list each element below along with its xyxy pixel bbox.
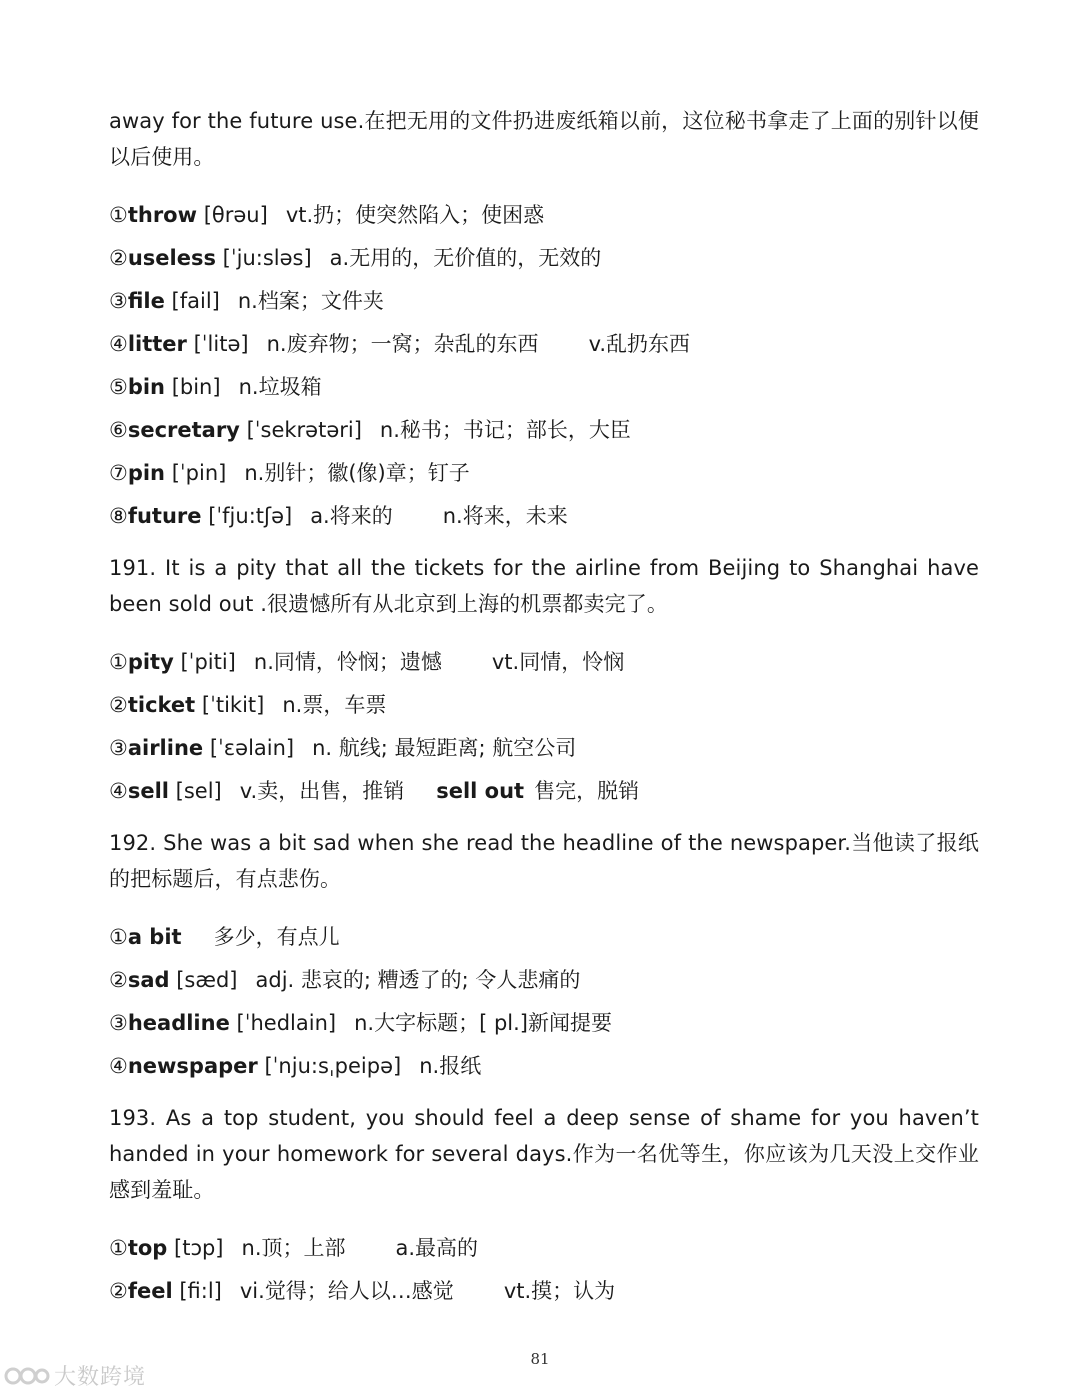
vocab-number: ④ <box>109 779 128 803</box>
vocab-word: feel <box>127 1279 173 1303</box>
vocab-entry <box>109 1045 979 1088</box>
vocab-definition: n. 航线; 最短距离; 航空公司 <box>312 736 577 760</box>
vocab-phonetic: [θrəu] <box>203 203 268 227</box>
vocab-word: airline <box>127 736 204 760</box>
vocab-word: litter <box>127 332 187 356</box>
vocab-word: top <box>127 1236 168 1260</box>
vocab-number: ① <box>109 1236 128 1260</box>
sentence-193: 193. As a top student, you should feel a deep sense of shame for you haven’t handed in your homework for several days.作为一名优等生，你应该为几天没上交作业感到羞耻。 <box>109 1106 979 1202</box>
vocab-word: headline <box>127 1011 230 1035</box>
vocab-word: a bit <box>127 925 182 949</box>
vocab-number: ⑧ <box>109 504 128 528</box>
vocab-group-4 <box>109 1227 979 1313</box>
vocab-word: bin <box>127 375 166 399</box>
vocab-word: sell <box>127 779 169 803</box>
vocab-definition: a.将来的 <box>310 504 393 528</box>
vocab-phonetic: [ˈtikit] <box>201 693 265 717</box>
vocab-definition: adj. 悲哀的; 糟透了的; 令人悲痛的 <box>255 968 581 992</box>
vocab-definition: n.同情，怜悯；遗憾 <box>253 650 442 674</box>
vocab-number: ⑤ <box>109 375 128 399</box>
vocab-phonetic: [ˈnju:sˌpeipə] <box>264 1054 402 1078</box>
vocab-number: ② <box>109 968 128 992</box>
vocab-phonetic: [ˈpin] <box>171 461 227 485</box>
sentence-192: 192. She was a bit sad when she read the headline of the newspaper.当他读了报纸的把标题后，有点悲伤。 <box>109 831 979 891</box>
vocab-phonetic: [fi:l] <box>179 1279 222 1303</box>
vocab-word: secretary <box>127 418 240 442</box>
vocab-entry <box>109 495 979 538</box>
vocab-definition: vt.扔；使突然陷入；使困惑 <box>285 203 545 227</box>
vocab-word: newspaper <box>127 1054 258 1078</box>
vocab-definition: n.别针；徽(像)章；钉子 <box>244 461 470 485</box>
vocab-entry <box>109 194 979 237</box>
watermark-text: 大数跨境 <box>54 1364 147 1390</box>
vocab-entry <box>109 280 979 323</box>
vocab-entry <box>109 916 979 959</box>
vocab-definition: vi.觉得；给人以…感觉 <box>239 1279 454 1303</box>
vocab-entry <box>109 366 979 409</box>
vocab-number: ⑥ <box>109 418 128 442</box>
vocab-number: ② <box>109 1279 128 1303</box>
vocab-entry <box>109 323 979 366</box>
page-number: 81 <box>530 1350 550 1368</box>
vocab-phonetic: [fail] <box>171 289 220 313</box>
vocab-definition: n.大字标题；[ pl.]新闻提要 <box>354 1011 612 1035</box>
vocab-entry <box>109 237 979 280</box>
vocab-word: future <box>127 504 202 528</box>
vocab-word: pin <box>127 461 166 485</box>
vocab-phonetic: [tɔp] <box>174 1236 224 1260</box>
vocab-word: ticket <box>127 693 196 717</box>
vocab-definition-2: n.将来，未来 <box>442 504 568 528</box>
vocab-number: ③ <box>109 1011 128 1035</box>
watermark <box>4 1360 146 1390</box>
vocab-phrase: sell out <box>436 779 525 803</box>
vocab-entry <box>109 684 979 727</box>
vocab-definition: n.顶；上部 <box>241 1236 346 1260</box>
vocab-phonetic: [sel] <box>175 779 222 803</box>
vocab-definition: n.垃圾箱 <box>238 375 322 399</box>
vocab-phonetic: [ˈju:sləs] <box>222 246 312 270</box>
vocab-definition-2: v.乱扔东西 <box>588 332 691 356</box>
document-page <box>109 103 979 1325</box>
vocab-number: ③ <box>109 289 128 313</box>
vocab-definition: a.无用的，无价值的，无效的 <box>329 246 602 270</box>
vocab-word: file <box>127 289 165 313</box>
vocab-number: ② <box>109 693 128 717</box>
vocab-definition-2: vt.同情，怜悯 <box>491 650 625 674</box>
vocab-word: throw <box>127 203 198 227</box>
vocab-number: ① <box>109 650 128 674</box>
sentence-191: 191. It is a pity that all the tickets for the airline from Beijing to Shanghai have been sold out .很遗憾所有从北京到上海的机票都卖完了。 <box>109 556 979 616</box>
vocab-entry <box>109 409 979 452</box>
vocab-number: ④ <box>109 1054 128 1078</box>
vocab-number: ⑦ <box>109 461 128 485</box>
vocab-definition: v.卖，出售，推销 <box>239 779 405 803</box>
vocab-phonetic: [ˈhedlain] <box>236 1011 337 1035</box>
vocab-definition: 多少，有点儿 <box>213 925 340 949</box>
vocab-entry <box>109 959 979 1002</box>
vocab-phonetic: [ˈsekrətəri] <box>246 418 362 442</box>
vocab-entry <box>109 1270 979 1313</box>
vocab-entry <box>109 727 979 770</box>
vocab-entry <box>109 452 979 495</box>
vocab-phonetic: [sæd] <box>176 968 238 992</box>
vocab-phonetic: [ˈfju:tʃə] <box>208 504 293 528</box>
vocab-group-1 <box>109 194 979 538</box>
vocab-definition-2: vt.摸；认为 <box>503 1279 616 1303</box>
vocab-phonetic: [bin] <box>171 375 221 399</box>
intro-paragraph: away for the future use.在把无用的文件扔进废纸箱以前，这位秘书拿走了上面的别针以便以后使用。 <box>109 109 979 169</box>
vocab-definition: n.报纸 <box>419 1054 482 1078</box>
vocab-group-3 <box>109 916 979 1088</box>
vocab-word: pity <box>127 650 174 674</box>
vocab-phonetic: [ˈɛəlain] <box>209 736 295 760</box>
vocab-number: ③ <box>109 736 128 760</box>
vocab-phrase-definition: 售完，脱销 <box>534 779 640 803</box>
vocab-group-2 <box>109 641 979 813</box>
vocab-entry <box>109 770 979 813</box>
vocab-number: ① <box>109 925 128 949</box>
vocab-definition-2: a.最高的 <box>395 1236 479 1260</box>
vocab-phonetic: [ˈlitə] <box>193 332 249 356</box>
vocab-number: ① <box>109 203 128 227</box>
vocab-number: ② <box>109 246 128 270</box>
vocab-definition: n.废弃物；一窝；杂乱的东西 <box>266 332 539 356</box>
vocab-phonetic: [ˈpiti] <box>180 650 236 674</box>
vocab-word: sad <box>127 968 170 992</box>
vocab-word: useless <box>127 246 216 270</box>
vocab-definition: n.票，车票 <box>282 693 387 717</box>
vocab-definition: n.档案；文件夹 <box>237 289 384 313</box>
vocab-entry <box>109 1227 979 1270</box>
watermark-logo-icon <box>4 1362 50 1388</box>
vocab-entry <box>109 1002 979 1045</box>
vocab-number: ④ <box>109 332 128 356</box>
vocab-entry <box>109 641 979 684</box>
vocab-definition: n.秘书；书记；部长，大臣 <box>379 418 631 442</box>
